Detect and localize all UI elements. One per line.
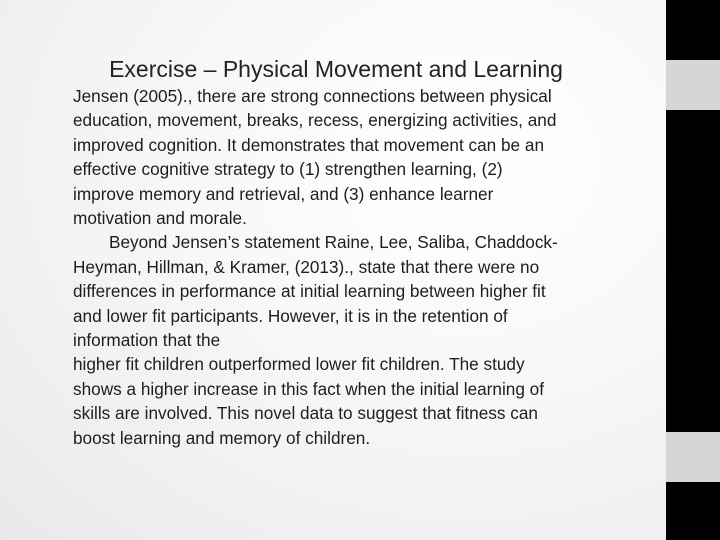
- body-line: and lower fit participants. However, it is in the retention of: [73, 305, 508, 326]
- body-line: skills are involved. This novel data to suggest that fitness can: [73, 403, 538, 424]
- body-line: Jensen (2005)., there are strong connections between physical: [73, 86, 552, 106]
- body-line: shows a higher increase in this fact when the initial learning of: [73, 378, 545, 399]
- body-line: Beyond Jensen’s statement Raine, Lee, Saliba, Chaddock-: [109, 232, 558, 253]
- body-line: motivation and morale.: [73, 208, 247, 229]
- body-line: differences in performance at initial learning between higher fit: [73, 281, 546, 302]
- side-bar-block-bottom: [666, 432, 720, 482]
- body-line: improved cognition. It demonstrates that movement can be an: [73, 134, 545, 155]
- body-line: higher fit children outperformed lower fit children. The study: [73, 354, 525, 375]
- slide-title: Exercise – Physical Movement and Learning: [109, 56, 563, 82]
- body-line: improve memory and retrieval, and (3) enhance learner: [73, 183, 494, 204]
- body-line: information that the: [73, 330, 221, 351]
- side-bar-block-top: [666, 60, 720, 110]
- slide-body-text: [73, 84, 603, 450]
- body-line: effective cognitive strategy to (1) strengthen learning, (2): [73, 159, 503, 180]
- body-line: education, movement, breaks, recess, energizing activities, and: [73, 110, 557, 131]
- body-line: Heyman, Hillman, & Kramer, (2013)., state that there were no: [73, 256, 540, 277]
- body-line: boost learning and memory of children.: [73, 427, 371, 448]
